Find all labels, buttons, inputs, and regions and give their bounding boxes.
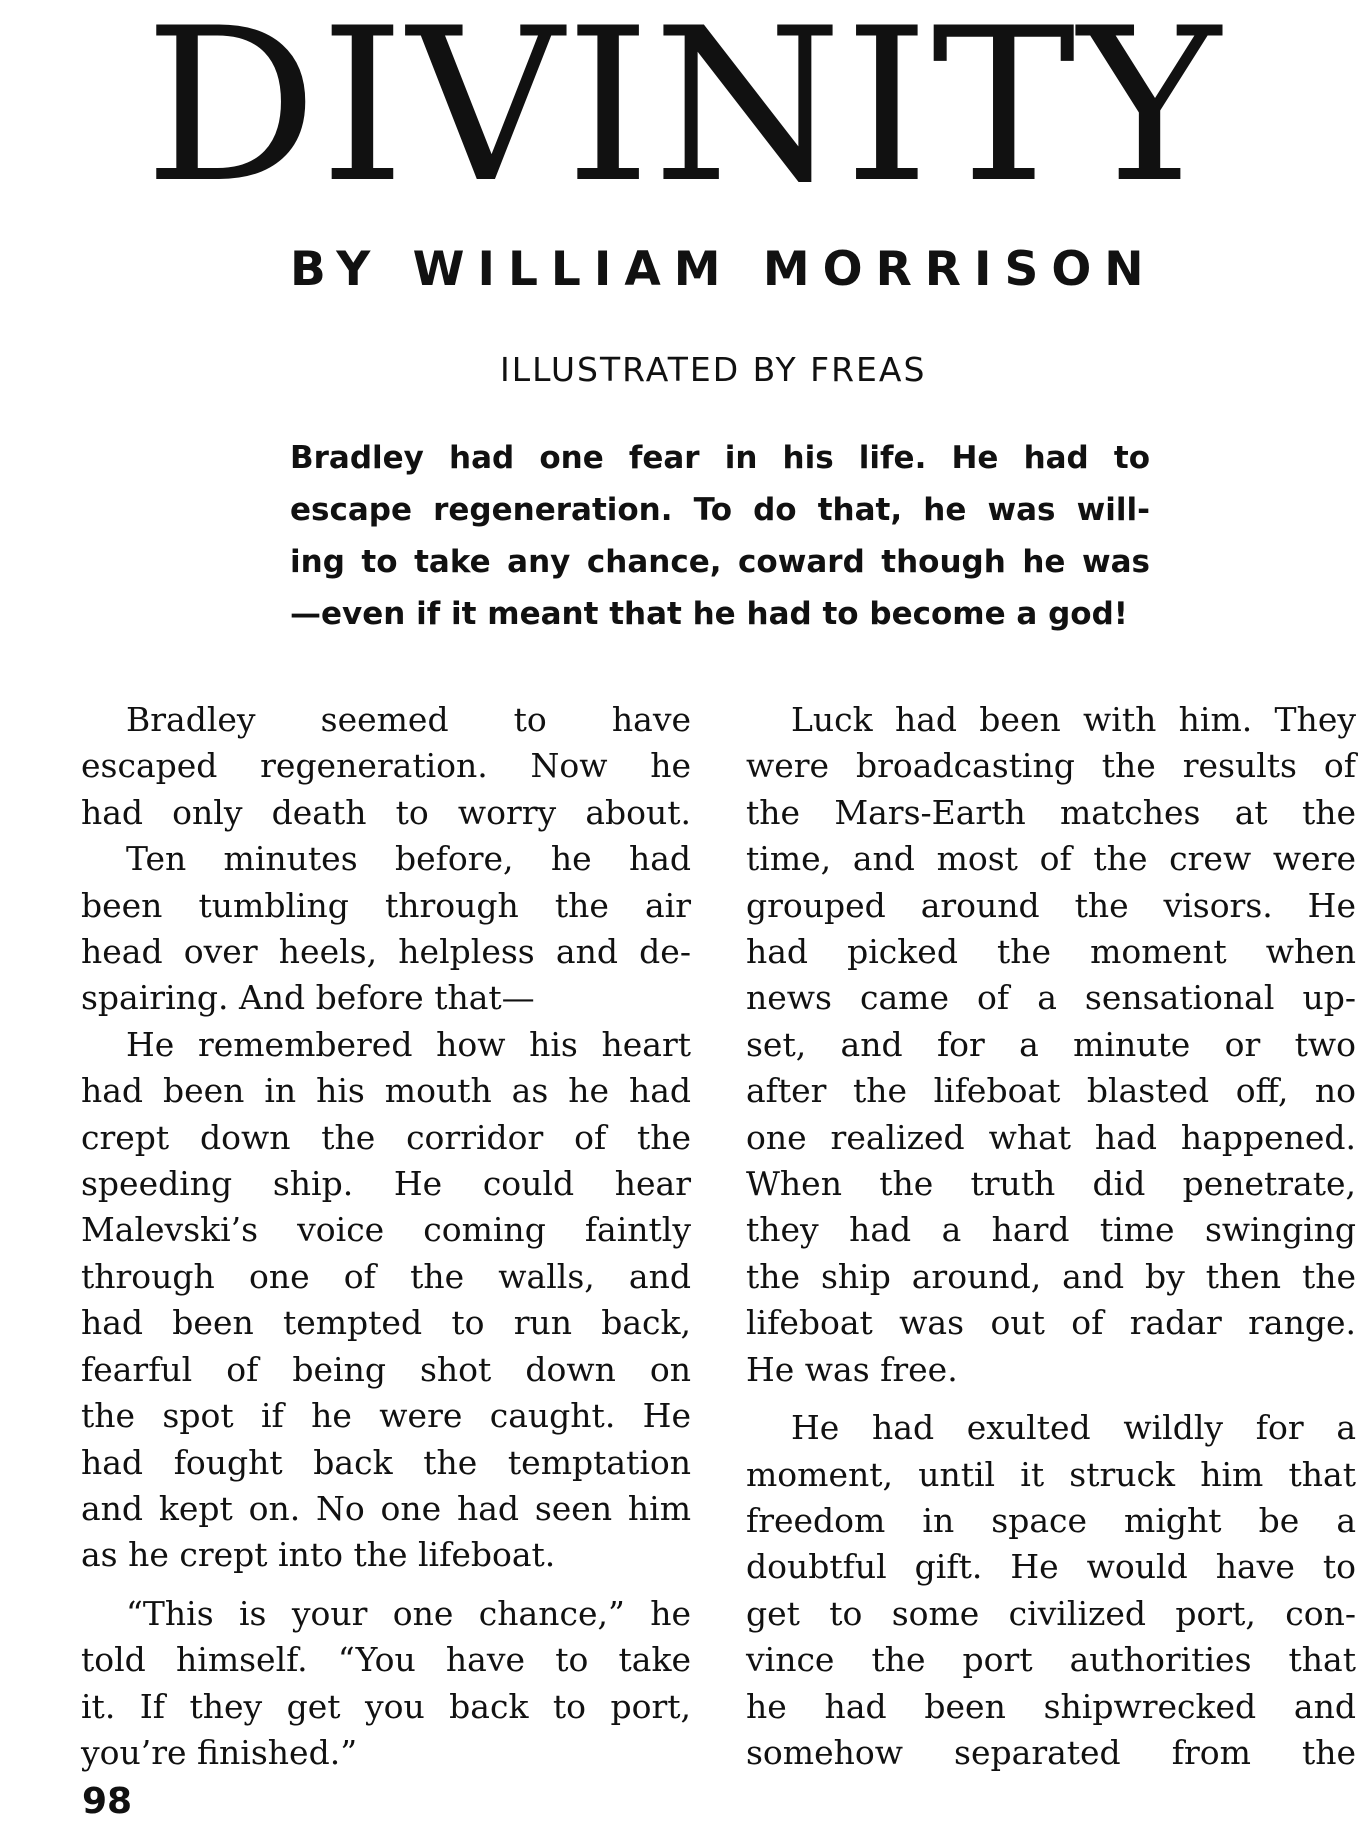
text-line: had been tempted to run back, [81, 1303, 691, 1343]
text-line: spairing. And before that— [81, 978, 535, 1018]
text-line: told himself. “You have to take [81, 1640, 691, 1680]
text-line: had only death to worry about. [81, 792, 691, 832]
text-line: “This is your one chance,” he [126, 1593, 691, 1633]
text-line: the ship around, and by then the [746, 1256, 1356, 1296]
text-line: fearful of being shot down on [81, 1349, 691, 1389]
text-line: had fought back the temptation [81, 1442, 691, 1482]
text-line: When the truth did penetrate, [746, 1164, 1356, 1204]
text-line: moment, until it struck him that [746, 1454, 1356, 1494]
text-line: the spot if he were caught. He [81, 1396, 691, 1436]
text-line: Luck had been with him. They [791, 700, 1356, 739]
text-line: vince the port authorities that [746, 1640, 1356, 1680]
text-line: doubtful gift. He would have to [746, 1547, 1356, 1587]
text-line: freedom in space might be a [746, 1500, 1356, 1540]
text-line: it. If they get you back to port, [81, 1686, 691, 1726]
text-line: had picked the moment when [746, 932, 1356, 972]
text-line: Malevski’s voice coming faintly [81, 1210, 691, 1250]
author-byline: BY WILLIAM MORRISON [290, 242, 1157, 297]
text-line: been tumbling through the air [81, 885, 691, 925]
text-line: through one of the walls, and [81, 1256, 691, 1296]
text-line: time, and most of the crew were [746, 839, 1356, 879]
text-line: Ten minutes before, he had [126, 839, 691, 879]
text-line: news came of a sensational up- [746, 978, 1356, 1018]
text-line: were broadcasting the results of [746, 746, 1356, 786]
paragraph [746, 1405, 1356, 1776]
text-line: escaped regeneration. Now he [81, 746, 691, 786]
text-line: get to some civilized port, con- [746, 1593, 1356, 1633]
text-line: grouped around the visors. He [746, 885, 1356, 925]
text-line: the Mars-Earth matches at the [746, 792, 1356, 832]
text-line: set, and for a minute or two [746, 1024, 1356, 1064]
blurb-line: —even if it meant that he had to become a god! [290, 596, 1128, 632]
text-line: he had been shipwrecked and [746, 1686, 1356, 1726]
text-line: one realized what had happened. [746, 1117, 1356, 1157]
text-line: had been in his mouth as he had [81, 1071, 691, 1111]
text-line: you’re finished.” [81, 1732, 358, 1772]
text-line: head over heels, helpless and de- [81, 932, 691, 972]
text-line: as he crept into the lifeboat. [81, 1535, 556, 1575]
left-column [81, 697, 691, 1776]
illustrator-credit: ILLUSTRATED BY FREAS [500, 350, 927, 389]
text-line: crept down the corridor of the [81, 1117, 691, 1157]
text-line: lifeboat was out of radar range. [746, 1303, 1356, 1343]
paragraph [81, 1022, 691, 1579]
paragraph [81, 697, 691, 1022]
blurb-line: escape regeneration. To do that, he was will- [290, 492, 1150, 528]
text-line: He was free. [746, 1349, 958, 1389]
story-title: DIVINITY [144, 0, 1223, 229]
right-column [746, 697, 1356, 1776]
paragraph [81, 1591, 691, 1777]
story-blurb [290, 432, 1150, 640]
page-number: 98 [82, 1781, 133, 1822]
text-line: Bradley seemed to have [126, 700, 691, 739]
blurb-line: Bradley had one fear in his life. He had to [290, 440, 1150, 476]
text-line: and kept on. No one had seen him [81, 1488, 691, 1528]
text-line: after the lifeboat blasted off, no [746, 1071, 1356, 1111]
text-line: they had a hard time swinging [746, 1210, 1356, 1250]
text-line: He remembered how his heart [126, 1024, 691, 1064]
text-line: speeding ship. He could hear [81, 1164, 691, 1204]
paragraph [746, 697, 1356, 1393]
blurb-line: ing to take any chance, coward though he was [290, 544, 1150, 580]
text-line: He had exulted wildly for a [791, 1408, 1356, 1448]
text-line: somehow separated from the [746, 1732, 1356, 1772]
